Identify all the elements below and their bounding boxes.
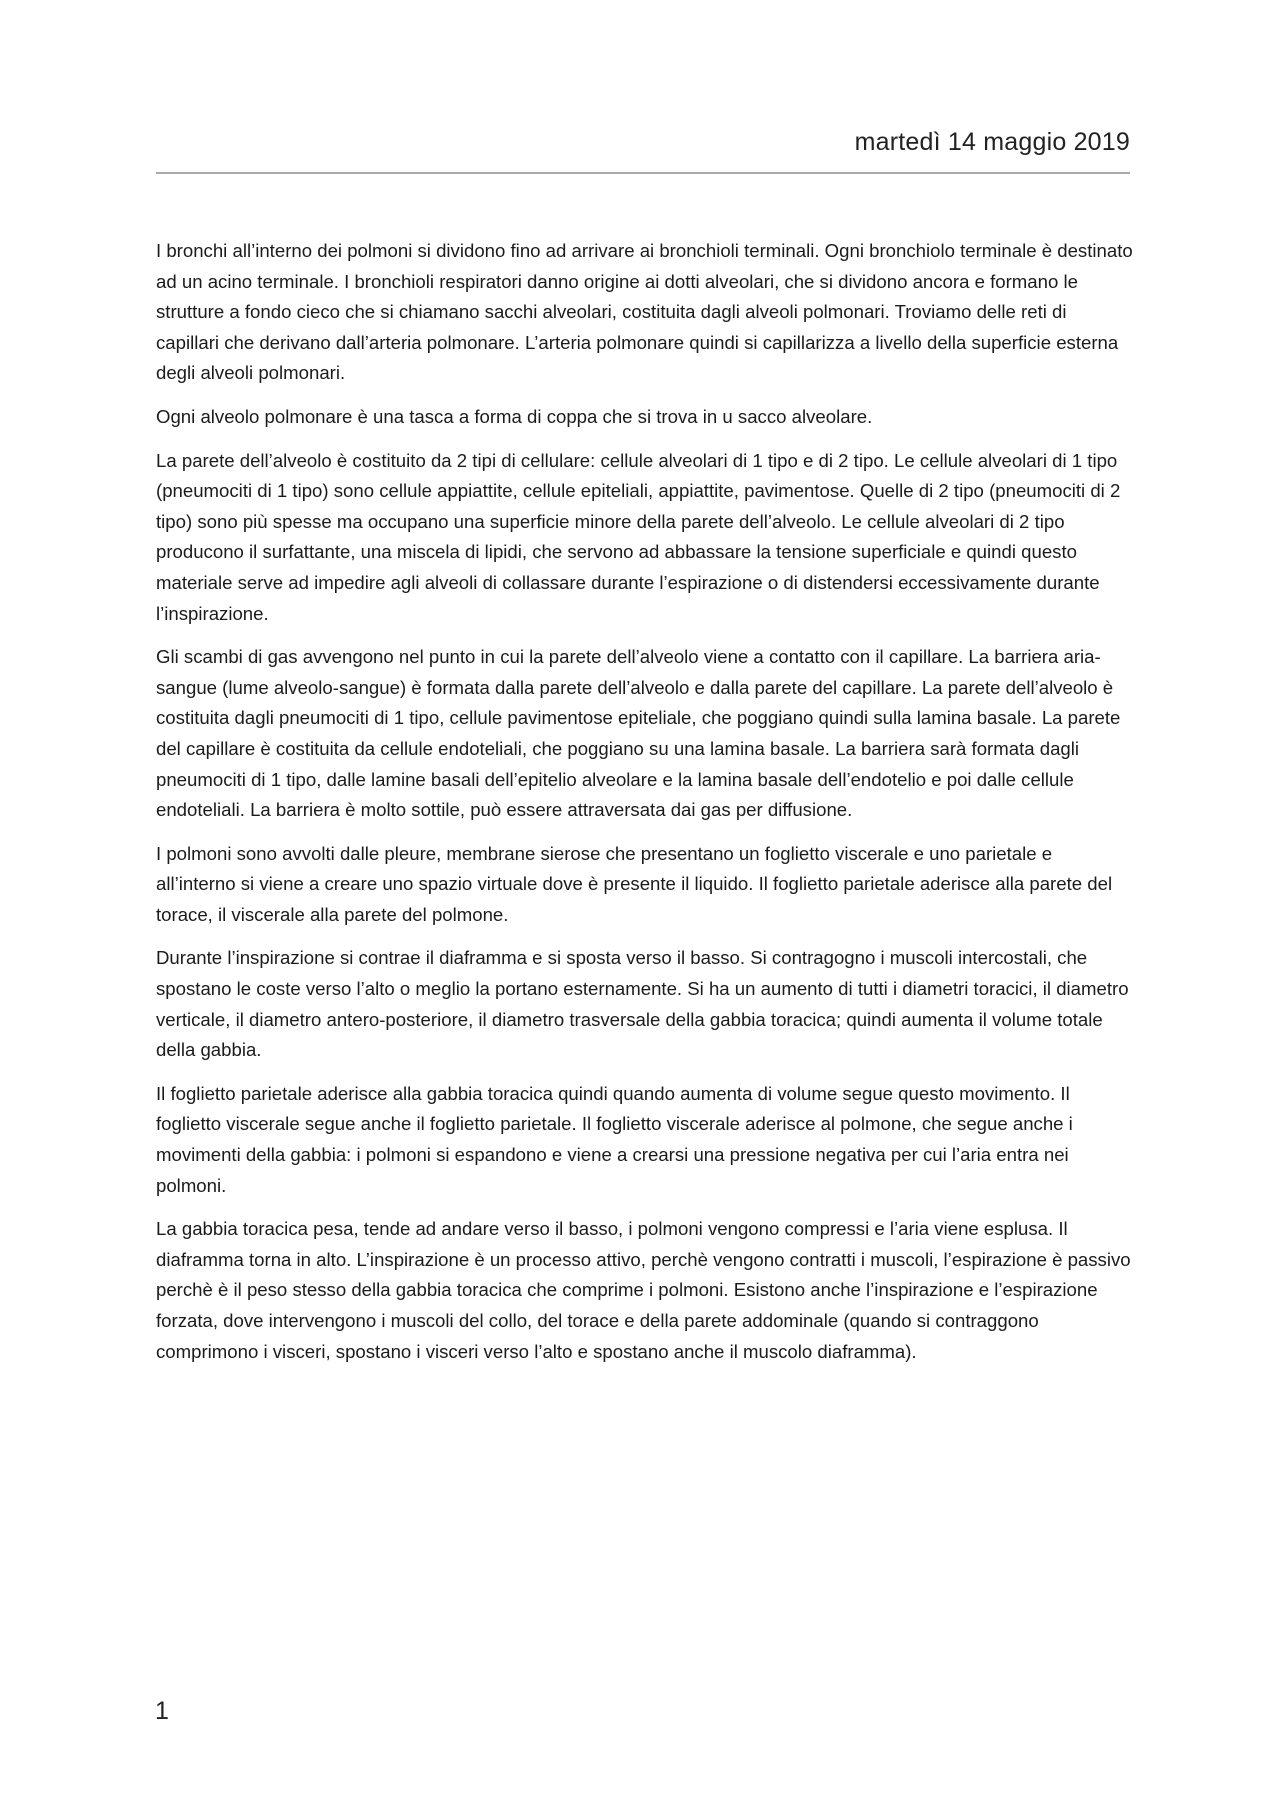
- paragraph-parete-alveolo: La parete dell’alveolo è costituito da 2 tipi di cellulare: cellule alveolari di 1 tipo e di 2 tipo. Le cellule alveolari di 1 tipo (pneumociti di 1 tipo) sono cellule appiattite, cellule epiteliali, appiattite, pavimentose. Quelle di 2 tipo (pneumociti di 2 tipo) sono più spesse ma occupano una superficie minore della parete dell’alveolo. Le cellule alveolari di 2 tipo producono il surfattante, una miscela di lipidi, che servono ad abbassare la tensione superficiale e quindi questo materiale serve ad impedire agli alveoli di collassare durante l’espirazione o di distendersi eccessivamente durante l’inspirazione.: [156, 449, 1121, 624]
- document-body: [156, 236, 1134, 1380]
- paragraph-pleure: I polmoni sono avvolti dalle pleure, membrane sierose che presentano un foglietto viscerale e uno parietale e all’interno si viene a creare uno spazio virtuale dove è presente il liquido. Il foglietto parietale aderisce alla parete del torace, il viscerale alla parete del polmone.: [156, 842, 1113, 925]
- header-divider: [156, 172, 1130, 174]
- paragraph-alveolo: Ogni alveolo polmonare è una tasca a forma di coppa che si trova in u sacco alveolare.: [156, 405, 873, 427]
- page-date: martedì 14 maggio 2019: [854, 128, 1130, 156]
- paragraph-espirazione: La gabbia toracica pesa, tende ad andare verso il basso, i polmoni vengono compressi e l’aria viene esplusa. Il diaframma torna in alto. L’inspirazione è un processo attivo, perchè vengono contratti i muscoli, l’espirazione è passivo perchè è il peso stesso della gabbia toracica che comprime i polmoni. Esistono anche l’inspirazione e l’espirazione forzata, dove intervengono i muscoli del collo, del torace e della parete addominale (quando si contraggono comprimono i visceri, spostano i visceri verso l’alto e spostano anche il muscolo diaframma).: [156, 1218, 1131, 1362]
- paragraph-foglietto-parietale: Il foglietto parietale aderisce alla gabbia toracica quindi quando aumenta di volume segue questo movimento. Il foglietto viscerale segue anche il foglietto parietale. Il foglietto viscerale aderisce al polmone, che segue anche i movimenti della gabbia: i polmoni si espandono e viene a crearsi una pressione negativa per cui l’aria entra nei polmoni.: [156, 1082, 1073, 1196]
- page-number: 1: [155, 1697, 169, 1725]
- paragraph-inspirazione: Durante l’inspirazione si contrae il diaframma e si sposta verso il basso. Si contragogno i muscoli intercostali, che spostano le coste verso l’alto o meglio la portano esternamente. Si ha un aumento di tutti i diametri toracici, il diametro verticale, il diametro antero-posteriore, il diametro trasversale della gabbia toracica; quindi aumenta il volume totale della gabbia.: [156, 947, 1129, 1061]
- paragraph-scambi-gas: Gli scambi di gas avvengono nel punto in cui la parete dell’alveolo viene a contatto con il capillare. La barriera aria-sangue (lume alveolo-sangue) è formata dalla parete dell’alveolo e dalla parete del capillare. La parete dell’alveolo è costituita dagli pneumociti di 1 tipo, cellule pavimentose epiteliale, che poggiano quindi sulla lamina basale. La parete del capillare è costituita da cellule endoteliali, che poggiano su una lamina basale. La barriera sarà formata dagli pneumociti di 1 tipo, dalle lamine basali dell’epitelio alveolare e la lamina basale dell’endotelio e poi dalle cellule endoteliali. La barriera è molto sottile, può essere attraversata dai gas per diffusione.: [156, 646, 1121, 821]
- paragraph-bronchi: I bronchi all’interno dei polmoni si dividono fino ad arrivare ai bronchioli terminali. Ogni bronchiolo terminale è destinato ad un acino terminale. I bronchioli respiratori danno origine ai dotti alveolari, che si dividono ancora e formano le strutture a fondo cieco che si chiamano sacchi alveolari, costituita dagli alveoli polmonari. Troviamo delle reti di capillari che derivano dall’arteria polmonare. L’arteria polmonare quindi si capillarizza a livello della superficie esterna degli alveoli polmonari.: [156, 240, 1133, 384]
